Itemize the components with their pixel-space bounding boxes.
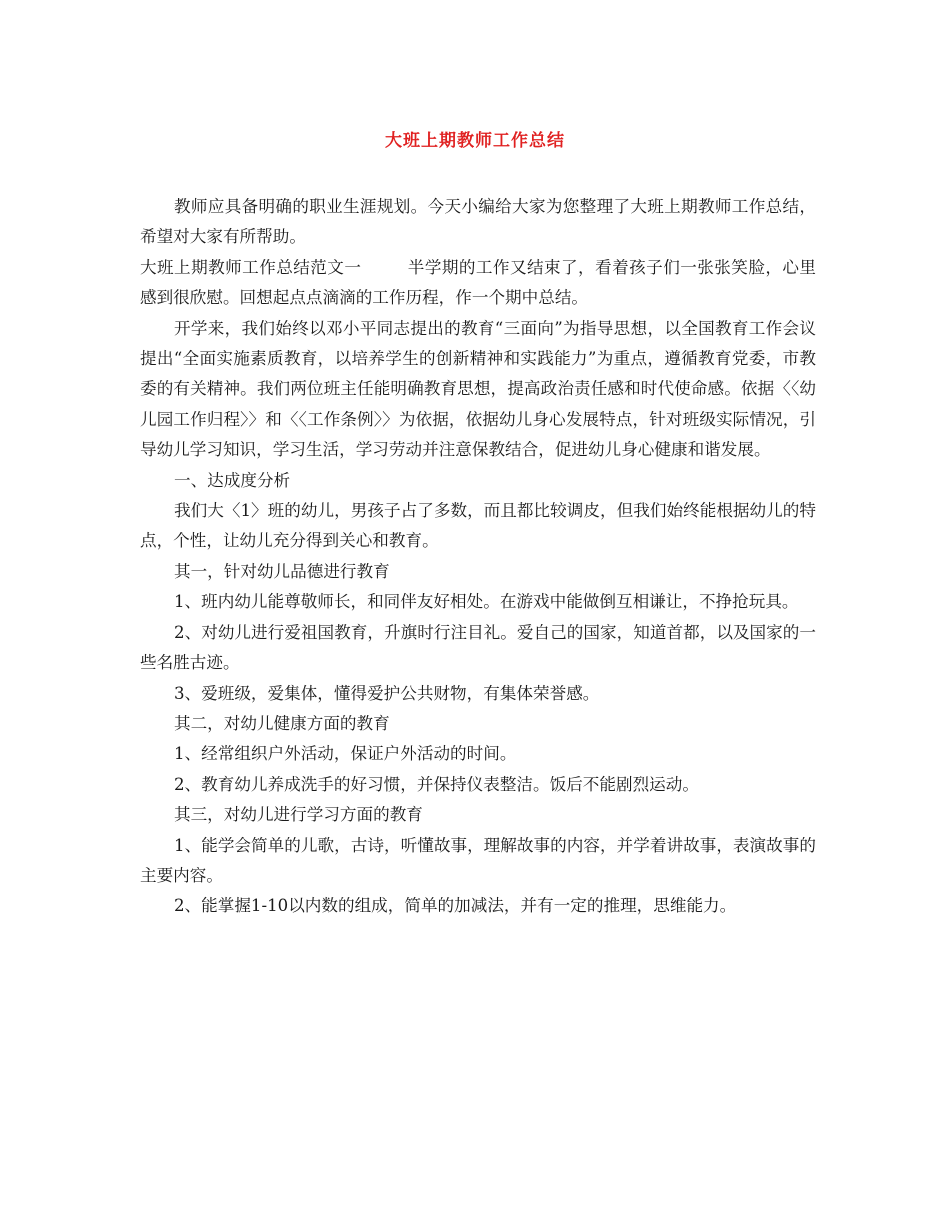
list-item: 2、教育幼儿养成洗手的好习惯，并保持仪表整洁。饭后不能剧烈运动。	[174, 774, 699, 794]
list-item: 2、能掌握1-10以内数的组成，简单的加减法，并有一定的推理，思维能力。	[174, 896, 737, 916]
paragraph: 我们大〈1〉班的幼儿，男孩子占了多数，而且都比较调皮，但我们始终能根据幼儿的特点，个性，让幼儿充分得到关心和教育。	[140, 501, 816, 551]
list-item: 2、对幼儿进行爱祖国教育，升旗时行注目礼。爱自己的国家，知道首都，以及国家的一些名胜古迹。	[140, 622, 816, 673]
section-heading: 其二，对幼儿健康方面的教育	[174, 713, 390, 733]
paragraph: 开学来，我们始终以邓小平同志提出的教育“三面向”为指导思想，以全国教育工作会议提出“全面实施素质教育，以培养学生的创新精神和实践能力”为重点，遵循教育党委，市教委的有关精神。我们两位班主任能明确教育思想，提高政治责任感和时代使命感。依据〈〈幼儿园工作归程〉〉和〈〈工作条例〉〉为依据，依据幼儿身心发展特点，针对班级实际情况，引导幼儿学习知识，学习生活，学习劳动并注意保教结合，促进幼儿身心健康和谐发展。	[140, 318, 816, 460]
list-item: 1、经常组织户外活动，保证户外活动的时间。	[174, 744, 517, 764]
paragraph: 教师应具备明确的职业生涯规划。今天小编给大家为您整理了大班上期教师工作总结，希望对大家有所帮助。	[140, 197, 816, 247]
list-item: 1、能学会简单的儿歌，古诗，听懂故事，理解故事的内容，并学着讲故事，表演故事的主要内容。	[140, 835, 816, 885]
document-body	[140, 192, 816, 922]
list-item: 1、班内幼儿能尊敬师长，和同伴友好相处。在游戏中能做倒互相谦让，不挣抢玩具。	[174, 592, 799, 612]
document-title: 大班上期教师工作总结	[385, 131, 565, 151]
paragraph-text: 半学期的工作又结束了，看着孩子们一张张笑脸，心里感到很欣慰。回想起点点滴滴的工作历程，作一个期中总结。	[140, 257, 817, 308]
section-heading: 其三，对幼儿进行学习方面的教育	[174, 805, 423, 825]
list-item: 3、爱班级，爱集体，懂得爱护公共财物，有集体荣誉感。	[174, 683, 600, 703]
paragraph	[140, 253, 816, 314]
section-heading: 其一，针对幼儿品德进行教育	[174, 561, 390, 581]
paragraph-lead: 大班上期教师工作总结范文一	[140, 257, 362, 277]
section-heading: 一、达成度分析	[174, 470, 291, 490]
